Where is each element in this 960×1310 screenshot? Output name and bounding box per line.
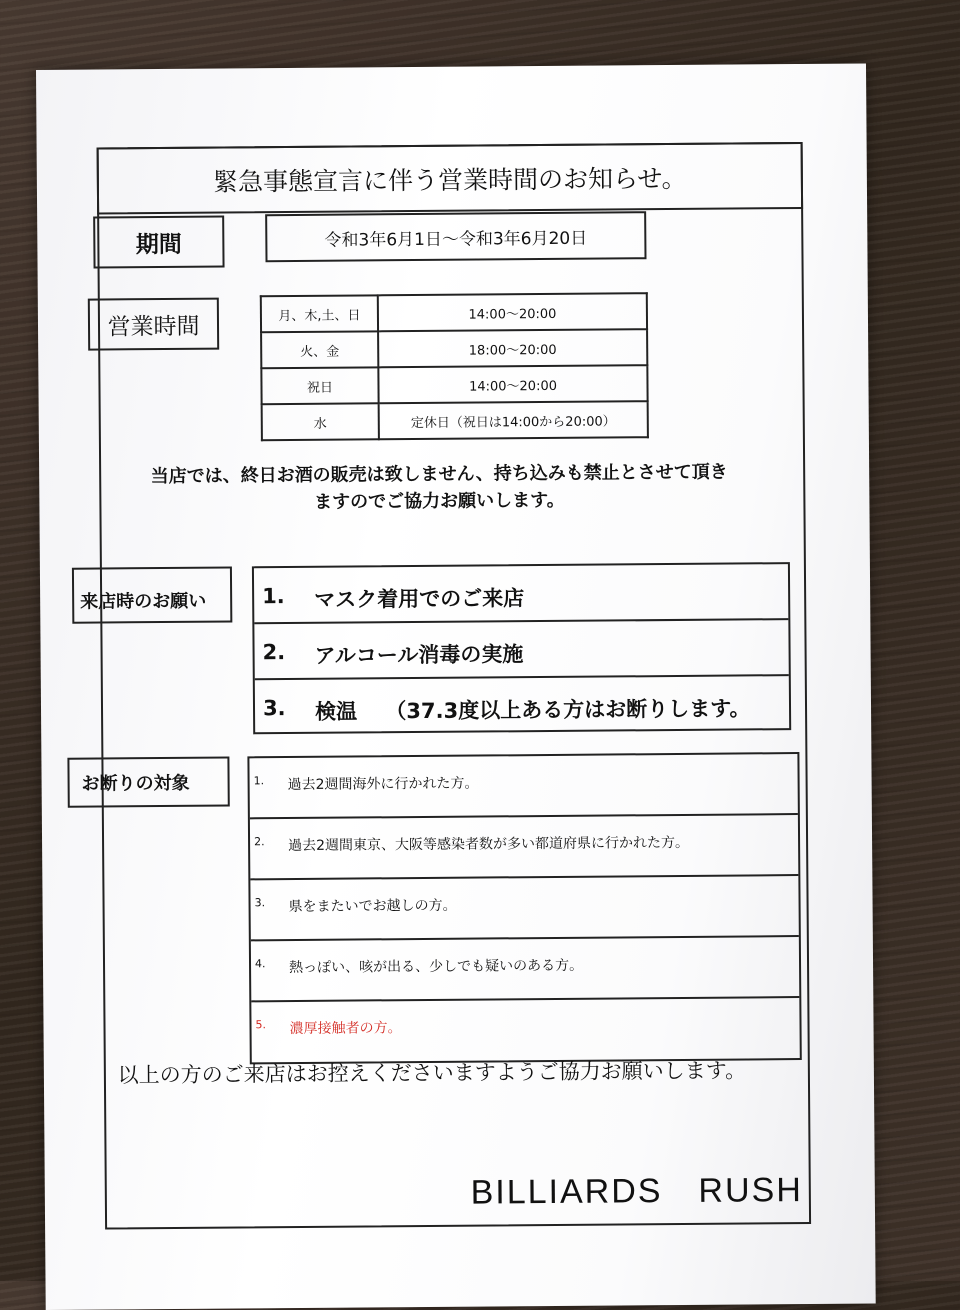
list-item-highlight [251, 998, 799, 1063]
hours-row [262, 401, 648, 440]
notice-title-text: 緊急事態宣言に伴う営業時間のお知らせ。 [213, 163, 687, 197]
hours-day: 水 [262, 403, 379, 440]
item-number: 4. [254, 957, 266, 971]
business-hours-label: 営業時間 [88, 298, 219, 351]
alcohol-notice-line: 当店では、終日お酒の販売は致しません、持ち込みも禁止とさせて頂き [150, 461, 728, 488]
notice-title [97, 142, 804, 215]
visit-request-list [252, 562, 791, 734]
hours-time: 14:00～20:00 [378, 365, 647, 403]
item-number: 2. [254, 835, 265, 849]
item-number: 1. [262, 584, 285, 609]
list-item [255, 676, 789, 736]
item-number: 5. [255, 1018, 267, 1032]
list-item [254, 620, 788, 680]
alcohol-notice [79, 458, 799, 518]
item-text: 過去2週間海外に行かれた方。 [287, 775, 479, 794]
item-text: 県をまたいでお越しの方。 [288, 897, 457, 916]
hours-row [261, 329, 647, 368]
closing-message: 以上の方のご来店はお控えくださいますようご協力お願いします。 [117, 1058, 747, 1088]
hours-time: 14:00～20:00 [378, 293, 647, 331]
business-hours-table [260, 292, 649, 441]
hours-time: 定休日（祝日は14:00から20:00） [379, 401, 648, 439]
brand-name: BILLIARDS RUSH [470, 1171, 803, 1212]
list-item [254, 564, 788, 624]
notice-paper [36, 63, 876, 1309]
item-number: 2. [262, 640, 286, 665]
hours-time: 18:00～20:00 [378, 329, 647, 367]
list-item [249, 754, 797, 819]
item-text: アルコール消毒の実施 [314, 642, 524, 668]
item-text: 熱っぽい、咳が出る、少しでも疑いのある方。 [288, 957, 584, 977]
hours-row [261, 365, 647, 404]
hours-day: 火、金 [261, 331, 378, 368]
list-item [251, 937, 799, 1002]
hours-day: 祝日 [261, 367, 378, 404]
visit-request-label: 来店時のお願い [72, 566, 232, 623]
item-number: 3. [254, 896, 266, 910]
hours-day: 月、木,土、日 [261, 295, 378, 332]
item-text: 過去2週間東京、大阪等感染者数が多い都道府県に行かれた方。 [288, 834, 690, 855]
item-number: 1. [253, 774, 265, 788]
period-label: 期間 [93, 216, 224, 269]
refusal-list [247, 752, 801, 1064]
alcohol-notice-line: ますのでご協力お願いします。 [314, 489, 565, 513]
list-item [250, 876, 798, 941]
list-item [250, 815, 798, 880]
item-text: マスク着用でのご来店 [314, 586, 525, 612]
period-value: 令和3年6月1日～令和3年6月20日 [265, 211, 646, 262]
item-number: 3. [262, 696, 286, 721]
item-text: 検温 （37.3度以上ある方はお断りします。 [314, 696, 751, 724]
item-text: 濃厚接触者の方。 [289, 1020, 402, 1038]
hours-row [261, 293, 647, 332]
refusal-label: お断りの対象 [67, 757, 229, 808]
